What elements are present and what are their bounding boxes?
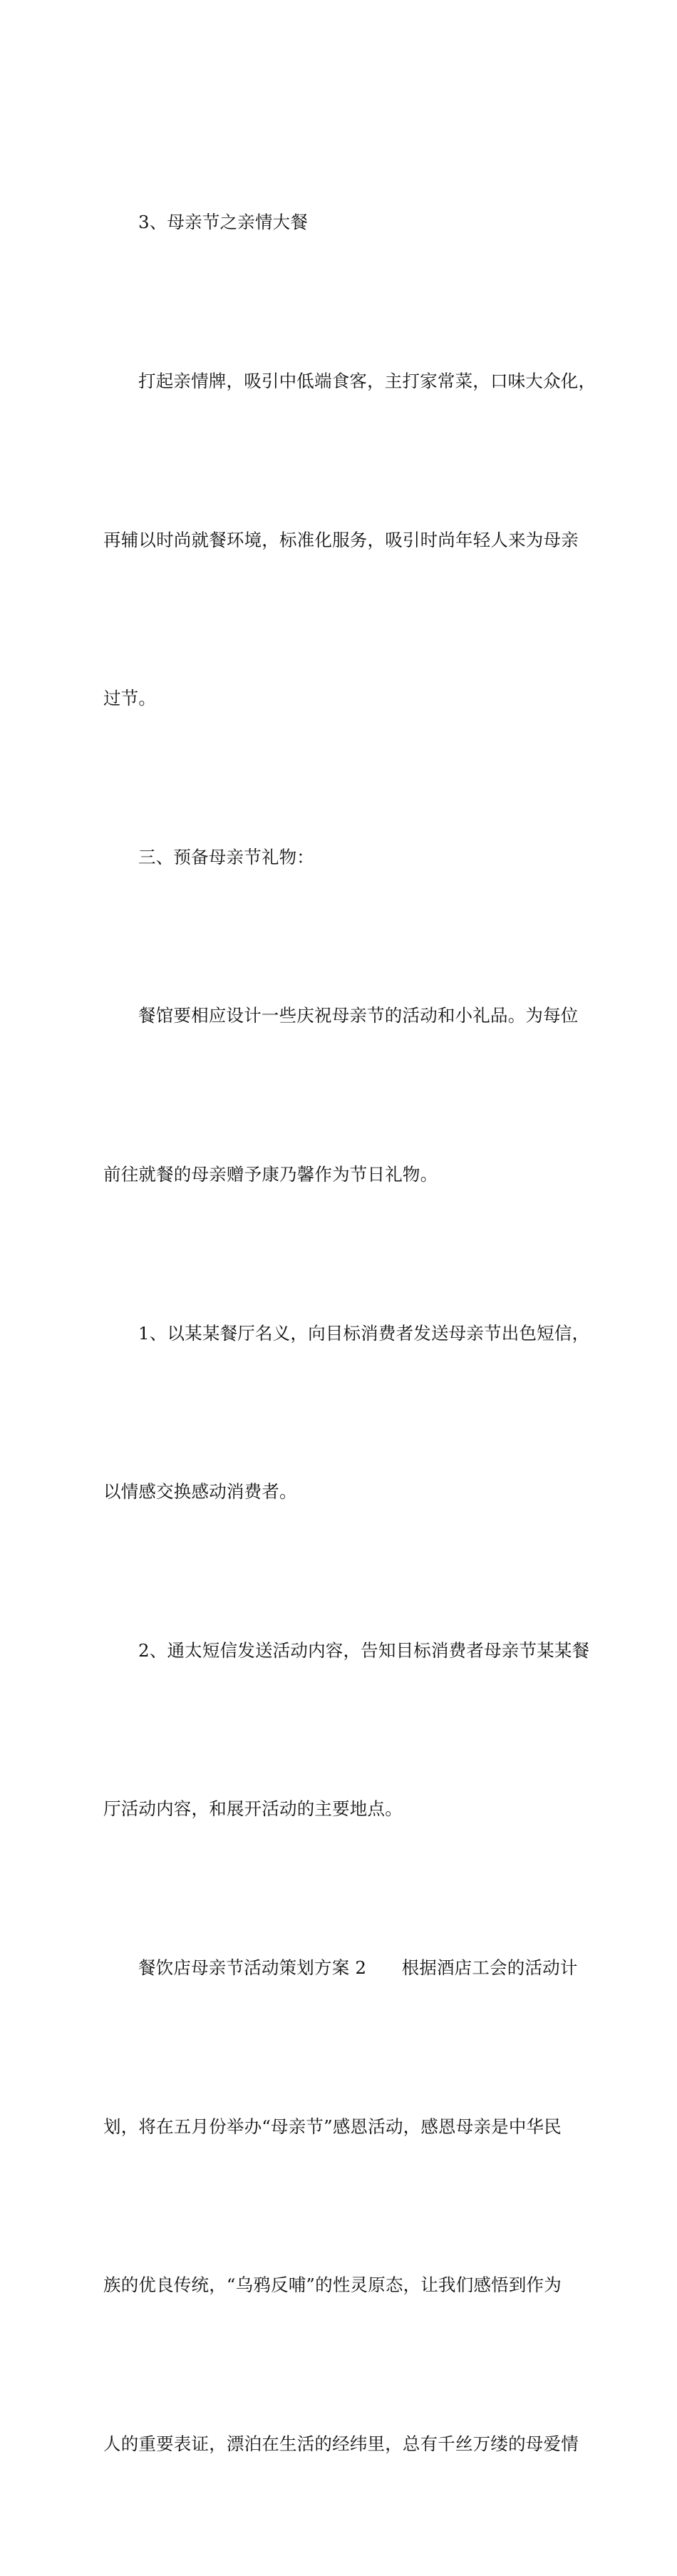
text-line: 以情感交换感动消费者。 bbox=[103, 1481, 297, 1503]
text-line: 再辅以时尚就餐环境，标准化服务，吸引时尚年轻人来为母亲 bbox=[103, 529, 579, 550]
text-line: 前往就餐的母亲赠予康乃馨作为节日礼物。 bbox=[103, 1163, 438, 1185]
document-body bbox=[103, 91, 596, 2576]
text-line: 1、以某某餐厅名义，向目标消费者发送母亲节出色短信， bbox=[138, 1322, 590, 1344]
text-line: 三、预备母亲节礼物： bbox=[138, 846, 314, 867]
text-line: 族的优良传统，“乌鸦反哺”的性灵原态，让我们感悟到作为 bbox=[103, 2274, 562, 2296]
text-line: 3、母亲节之亲情大餐 bbox=[138, 212, 309, 233]
text-line: 过节。 bbox=[103, 688, 157, 709]
text-line: 餐馆要相应设计一些庆祝母亲节的活动和小礼品。为每位 bbox=[138, 1005, 579, 1026]
text-line: 餐饮店母亲节活动策划方案 2 根据酒店工会的活动计 bbox=[138, 1957, 578, 1978]
text-line: 人的重要表证，漂泊在生活的经纬里，总有千丝万缕的母爱情 bbox=[103, 2433, 579, 2454]
body-text bbox=[103, 91, 596, 2576]
text-line: 2、通太短信发送活动内容，告知目标消费者母亲节某某餐 bbox=[138, 1639, 590, 1661]
text-line: 厅活动内容，和展开活动的主要地点。 bbox=[103, 1798, 403, 1820]
text-line: 打起亲情牌，吸引中低端食客，主打家常菜，口味大众化， bbox=[138, 371, 596, 391]
text-line: 划，将在五月份举办“母亲节”感恩活动，感恩母亲是中华民 bbox=[103, 2116, 562, 2137]
